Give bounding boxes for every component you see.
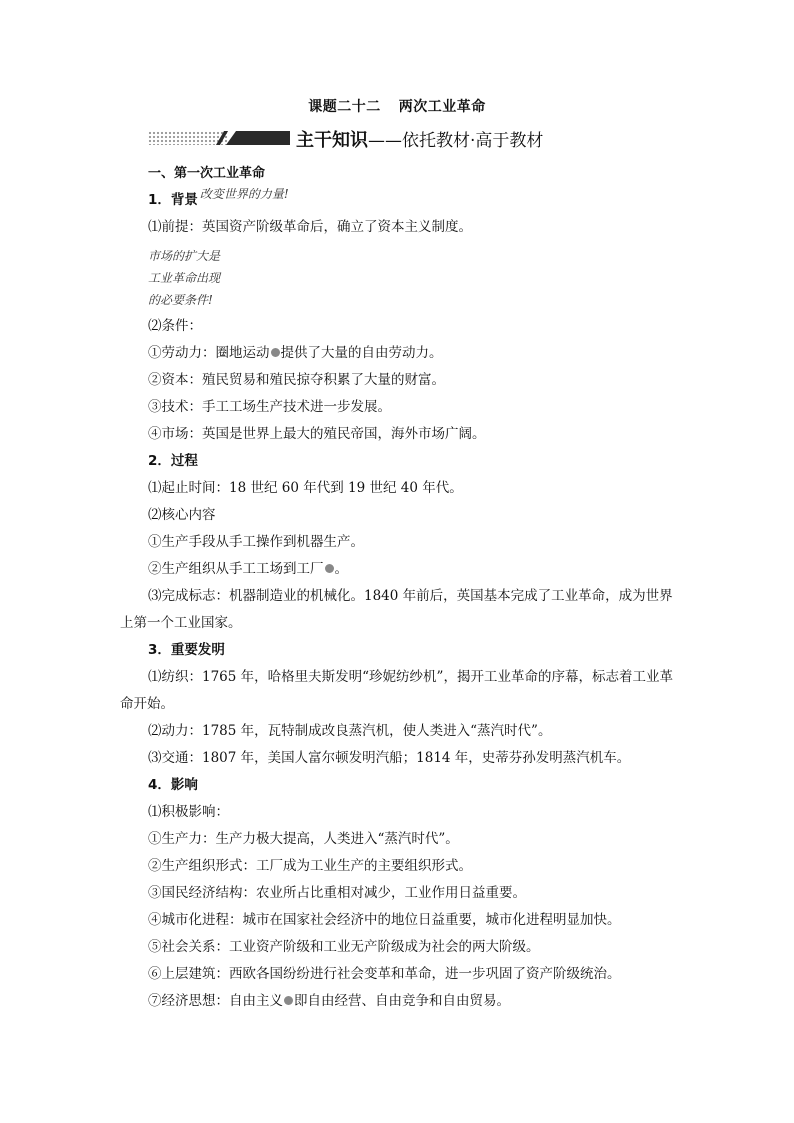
premise-text: ⑴前提：英国资产阶级革命后，确立了资本主义制度。 — [148, 219, 472, 235]
process-finish: ⑶完成标志：机器制造业的机械化。1840 年前后，英国基本完成了工业革命，成为世界上第一个工业国家。 — [120, 588, 673, 631]
impact-superstructure: ⑥上层建筑：西欧各国纷纷进行社会变革和革命，进一步巩固了资产阶级统治。 — [148, 966, 621, 982]
annotation-marker-icon — [271, 348, 280, 357]
impact-urbanization: ④城市化进程：城市在国家社会经济中的地位日益重要，城市化进程明显加快。 — [148, 912, 621, 928]
title-lesson: 课题二十二 — [308, 99, 381, 115]
handwritten-note-block — [120, 245, 680, 311]
annotation-marker-icon — [325, 564, 334, 573]
process-core-2-post: 。 — [334, 561, 348, 577]
page-title — [0, 96, 794, 116]
annotation-marker-icon — [284, 996, 293, 1005]
background-heading-line — [120, 187, 680, 214]
banner-label-sub: ——依托教材·高于教材 — [368, 131, 544, 151]
condition-labor-pre: ①劳动力：圈地运动 — [148, 345, 270, 361]
banner-label — [296, 126, 543, 152]
condition-labor — [120, 340, 680, 367]
invention-textile: ⑴纺织：1765 年，哈格里夫斯发明“珍妮纺纱机”，揭开工业革命的序幕，标志着工业革命开始。 — [120, 669, 673, 712]
process-core-2-pre: ②生产组织从手工工场到工厂 — [148, 561, 324, 577]
invention-power: ⑵动力：1785 年，瓦特制成改良蒸汽机，使人类进入“蒸汽时代”。 — [148, 723, 552, 739]
section-banner — [148, 126, 608, 152]
title-topic: 两次工业革命 — [398, 99, 486, 115]
inventions-heading-line — [120, 637, 680, 664]
handwritten-note: 改变世界的力量! — [199, 187, 289, 201]
impact-heading-line — [120, 772, 680, 799]
process-core-1: ①生产手段从手工操作到机器生产。 — [148, 534, 364, 550]
impact-heading: 4．影响 — [148, 777, 198, 793]
impact-productivity: ①生产力：生产力极大提高，人类进入“蒸汽时代”。 — [148, 831, 459, 847]
banner-bar — [226, 131, 290, 145]
invention-transport: ⑶交通：1807 年，美国人富尔顿发明汽船；1814 年，史蒂芬孙发明蒸汽机车。 — [148, 750, 631, 766]
handwritten-note-line: 市场的扩大是 — [148, 249, 221, 263]
impact-economic-thought — [120, 988, 680, 1015]
process-time: ⑴起止时间：18 世纪 60 年代到 19 世纪 40 年代。 — [148, 480, 463, 496]
background-heading: 1．背景 — [148, 192, 198, 208]
impact-economy-structure: ③国民经济结构：农业所占比重相对减少，工业作用日益重要。 — [148, 885, 526, 901]
impact-organization: ②生产组织形式：工厂成为工业生产的主要组织形式。 — [148, 858, 472, 874]
condition-technology: ③技术：手工工场生产技术进一步发展。 — [148, 399, 391, 415]
document-body — [120, 160, 680, 1015]
process-core-2 — [120, 556, 680, 583]
section-heading: 一、第一次工业革命 — [148, 166, 266, 181]
impact-social-relations: ⑤社会关系：工业资产阶级和工业无产阶级成为社会的两大阶级。 — [148, 939, 540, 955]
handwritten-note-line: 工业革命出现 — [148, 271, 221, 285]
condition-labor-post: 提供了大量的自由劳动力。 — [280, 345, 443, 361]
banner-label-main: 主干知识 — [296, 130, 368, 151]
inventions-heading: 3．重要发明 — [148, 642, 225, 658]
process-heading-line — [120, 448, 680, 475]
impact-economic-thought-pre: ⑦经济思想：自由主义 — [148, 993, 283, 1009]
process-core-heading: ⑵核心内容 — [148, 507, 216, 523]
condition-capital: ②资本：殖民贸易和殖民掠夺积累了大量的财富。 — [148, 372, 445, 388]
handwritten-note-line: 的必要条件! — [148, 293, 213, 307]
condition-market: ④市场：英国是世界上最大的殖民帝国，海外市场广阔。 — [148, 426, 486, 442]
impact-positive-heading: ⑴积极影响： — [148, 804, 229, 820]
process-heading: 2．过程 — [148, 453, 198, 469]
impact-economic-thought-post: 即自由经营、自由竞争和自由贸易。 — [294, 993, 510, 1009]
conditions-heading: ⑵条件： — [148, 318, 202, 334]
